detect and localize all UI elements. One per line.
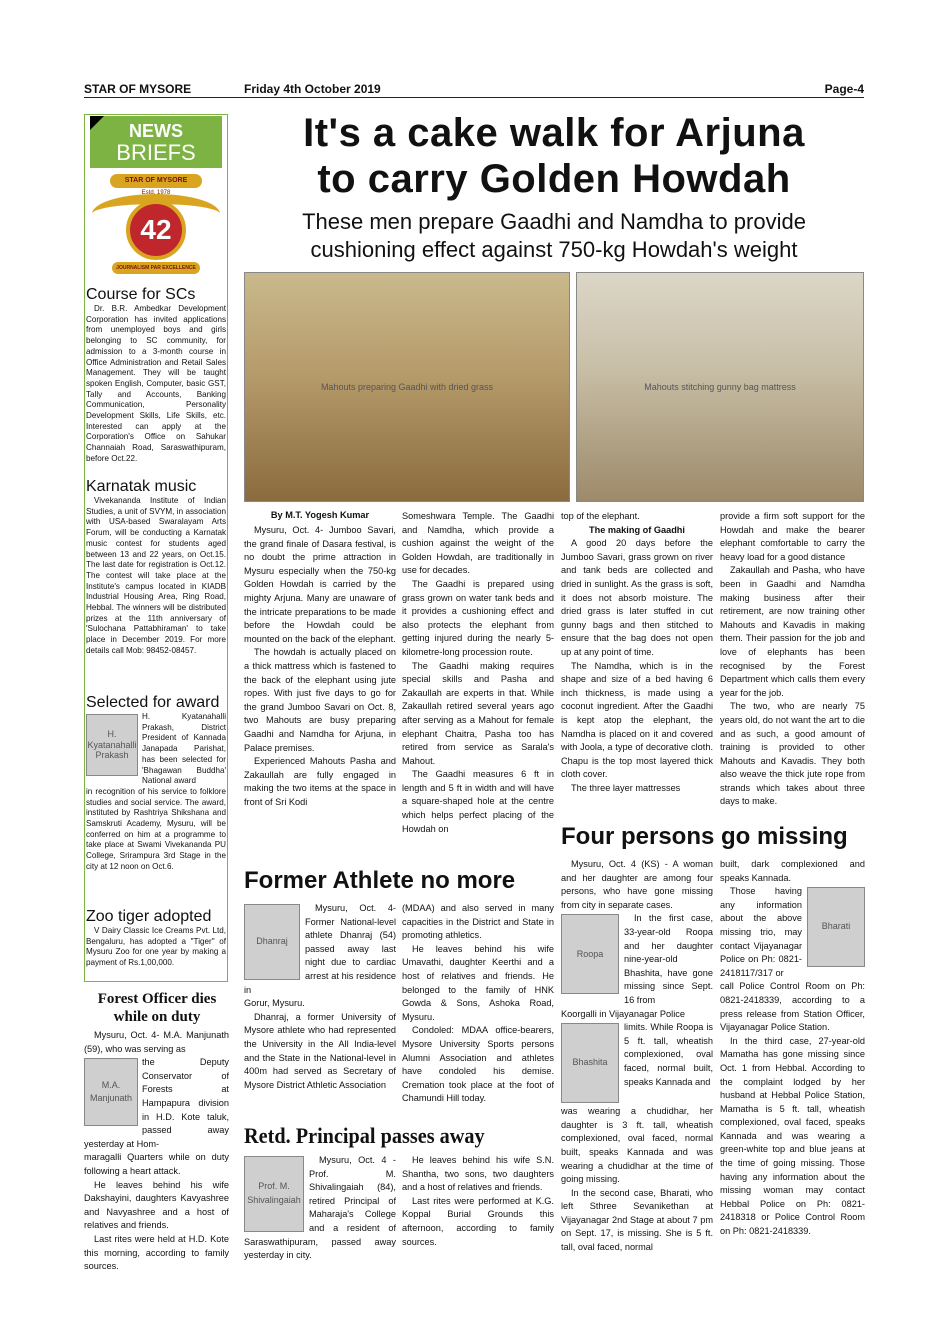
athlete-c2-p3: Condoled: MDAA office-bearers, Mysore University Sports persons Alumni Association and athletes have condoled his demise. Cremation took place at the foot of Chamundi Hill today. (402, 1025, 554, 1104)
principal-c2-p2: Last rites were performed at K.G. Koppal Burial Grounds this afternoon, according to family sources. (402, 1195, 554, 1247)
athlete-c2-p2: He leaves behind his wife Umavathi, daughter Keerthi and a host of relatives and friends. He belonged to the family of HNK Gowda & Sons, Ashoka Road, Mysuru. (402, 943, 554, 1022)
byline: By M.T. Yogesh Kumar (270, 510, 370, 520)
lead-col-4 (720, 510, 865, 820)
lead-c4-p2: Zakaullah and Pasha, who have been in Gaadhi and Namdha making business after their retirement, are now training other Mahouts and Kavadis in making them. Their passion for the job and love of elephants has been recognised by the Forest Department which calls them every year for the job. (720, 565, 865, 698)
bharati-photo: Bharati (807, 887, 865, 967)
lead-c2-p2: The Gaadhi is prepared using grass grown on water tank beds and it provides a cushioning effect and also protects the elephant from getting injured during the nearly 5-kilometre-long procession route. (402, 578, 554, 657)
logo-ribbon-bottom: JOURNALISM PAR EXCELLENCE (112, 262, 200, 274)
brief-karnatak-body: Vivekananda Institute of Indian Studies, a unit of SVYM, in association with USA-based Swaralayam Arts Forum, will be conducting a Karnatak music contest for students aged between 13 and 22 years, on Oct.15. The last date for registration is Oct.12. The contest will take place at the Institute's campus located in KIADB Industrial Housing Area, Ring Road, Hebbal. The winners will be distributed prizes at the 11th anniversary of 'Sulochana Pattabhiraman' to take place in December 2019. For more details call Mob: 98452-08457. (86, 496, 226, 655)
lead-col-1 (244, 524, 396, 860)
paper-name: STAR OF MYSORE (84, 82, 192, 96)
lead-c1-p3: Experienced Mahouts Pasha and Zakaullah are fully engaged in making the two items at the space in front of Sri Kodi (244, 756, 396, 807)
missing-headline: Four persons go missing (561, 823, 848, 850)
logo-ribbon-top: STAR OF MYSORE (110, 174, 202, 188)
forest-title-1: Forest Officer dies (97, 991, 217, 1007)
lead-c3-p2: The Namdha, which is in the shape and size of a bed having 6 inch thickness, is made using a coconut ingredient. After the Gaadhi is kept atop the elephant, the Namdha is placed on it and covered with Joola, a type of decorative cloth. Chapu is the top most layered thick cloth cover. (561, 660, 713, 780)
forest-p2: He leaves behind his wife Dakshayini, daughters Kavyashree and Navyashree and a host of relatives and friends. (84, 1179, 229, 1231)
lead-col-3 (561, 510, 713, 820)
brief-award-side: H. Kyatanahalli Prakash, District President of Kannada Janapada Parishat, has been selected for 'Bhagawan Buddha' National award (142, 712, 226, 786)
brief-zoo-title: Zoo tiger adopted (86, 908, 212, 925)
forest-headline (82, 990, 232, 1026)
lead-c4-p1: provide a firm soft support for the Howdah and make the bearer elephant comfortable to carry the heavy load for a good distance (720, 511, 865, 562)
lead-deck-2: cushioning effect against 750-kg Howdah's weight (310, 237, 798, 262)
lead-c4-p3: The two, who are nearly 75 years old, do not want the art to die and as such, a good amount of training is provided to other Mahouts and Kavadis. They both also weave the thick jute rope from strands which takes about three days to make. (720, 701, 865, 807)
brief-course-title: Course for SCs (86, 286, 196, 303)
forest-title-2: while on duty (113, 1009, 201, 1025)
forest-p1-top: Mysuru, Oct. 4- M.A. Manjunath (59), who was serving as (84, 1030, 229, 1054)
missing-c1-p2: was wearing a chudidhar, her daughter is 3 ft. tall, wheatish complexioned, oval faced, normal built, speaks Kannada and was wearing a chudidhar at the time of going missing. (561, 1106, 713, 1185)
brief-zoo (86, 908, 226, 969)
athlete-col-2 (402, 902, 554, 1116)
anniversary-logo (92, 172, 220, 280)
bhashita-photo: Bhashita (561, 1023, 619, 1103)
athlete-headline: Former Athlete no more (244, 867, 516, 894)
athlete-c2-p1: (MDAA) and also served in many capacities in the District and State in promoting athletics. (402, 903, 554, 941)
brief-karnatak (86, 478, 226, 657)
missing-c1-side2: limits. While Roopa is 5 ft. tall, wheatish complexioned, oval faced, normal built, speaks Kannada and (624, 1022, 713, 1087)
logo-number: 42 (126, 200, 186, 260)
lead-headline-1: It's a cake walk for Arjuna (303, 111, 805, 155)
lead-c2-p3: The Gaadhi making requires special skills and Pasha and Zakaullah are experts in that. While Zakaullah retired several years ago after serving as a Mahout for female elephant Chaitra, Pasha too has retired from service as Sarala's Mahout. (402, 660, 554, 766)
news-briefs-banner (90, 116, 222, 168)
lead-c3-p3: The three layer mattresses (571, 782, 681, 793)
roopa-photo: Roopa (561, 914, 619, 994)
missing-col-2 (720, 858, 865, 1278)
manjunath-photo: M.A. Manjunath (84, 1058, 138, 1126)
forest-p1-rest: maragalli Quarters while on duty following a heart attack. (84, 1152, 229, 1176)
lead-headline (244, 110, 864, 202)
forest-p3: Last rites were held at H.D. Kote this morning, according to family sources. (84, 1233, 229, 1272)
principal-headline: Retd. Principal passes away (244, 1123, 485, 1148)
athlete-col-1 (244, 902, 396, 1116)
principal-col-2 (402, 1154, 554, 1284)
principal-lead: Mysuru, Oct. 4 - Prof. M. Shivalingaiah (84), retired Principal of Maharaja's College and a resident of Saraswathipuram, passed away yesterday in city. (244, 1155, 396, 1261)
corner-flag (90, 116, 104, 130)
athlete-lead: Mysuru, Oct. 4- Former National-level athlete Dhanraj (54) passed away last night due to cardiac arrest at his residence in (244, 903, 396, 995)
lead-col-2 (402, 510, 554, 860)
missing-c2-side: Those having any information about the above missing trio, may contact Vijayanagar Police on Ph: 0821-2418117/317 or (720, 886, 802, 978)
missing-c2-top: built, dark complexioned and speaks Kannada. (720, 859, 865, 883)
page-number: Page-4 (824, 82, 864, 96)
principal-col-1 (244, 1154, 396, 1284)
lead-deck-1: These men prepare Gaadhi and Namdha to provide (302, 209, 806, 234)
dhanraj-photo: Dhanraj (244, 904, 300, 980)
shivalingaiah-photo: Prof. M. Shivalingaiah (244, 1156, 304, 1232)
lead-c3-p1: A good 20 days before the Jumboo Savari, grass grown on river and tank beds are collected and dried in sunlight. As the grass is soft, it does not absorb moisture. The dried grass is later stuffed in cut gunny bags and then stitched to ensure that the bag does not open up at any point of time. (561, 538, 713, 657)
lead-c1-p2: The howdah is actually placed on a thick mattress which is fastened to the back of the elephant using jute ropes. With just five days to go for the grand Jumboo Savari on Oct. 8, two Mahouts are busy preparing Gaadhi and Namdha for Arjuna, in Palace premises. (244, 647, 396, 753)
missing-c2-p3: In the third case, 27-year-old Mamatha has gone missing since Oct. 1 from Hebbal. According to the complaint lodged by her husband at Hebbal Police Station, Mamatha is 5 ft. tall, wheatish complexioned, oval faced, speaks Kannada and was wearing a green-white top and blue jeans at the time of going missing. Those having any information about the missing woman may contact Hebbal Police on Ph: 0821-2418318 or Police Control Room on Ph: 0821-2418339. (720, 1035, 865, 1237)
logo-estd: Estd. 1978 (141, 190, 171, 196)
brief-zoo-body: V Dairy Classic Ice Creams Pvt. Ltd, Bengaluru, has adopted a "Tiger" of Mysuru Zoo for one year by making a payment of Rs.1,00,000. (86, 926, 226, 968)
lead-c1-p1: Mysuru, Oct. 4- Jumboo Savari, the grand finale of Dasara festival, is no doubt the prime attraction in Mysuru especially when the 750-kg Golden Howdah is carried by the mighty Arjuna. Many are unaware of the intricate preparations to be made before the Howdah could be mounted on the back of the elephant. (244, 525, 396, 644)
principal-c2-p1: He leaves behind his wife S.N. Shantha, two sons, two daughters and a host of relatives and friends. (402, 1155, 554, 1193)
lead-c2-p4: The Gaadhi measures 6 ft in length and 5 ft in width and will have a square-shaped hole at the centre which helps perfect placing of the Howdah on (402, 769, 554, 834)
athlete-lead-rest: Gorur, Mysuru. (244, 998, 305, 1009)
briefs-label: BRIEFS (116, 140, 196, 165)
missing-c1-top: Mysuru, Oct. 4 (KS) - A woman and her daughter are among four persons, who have gone missing from city in separate cases. (561, 859, 713, 910)
brief-award (86, 694, 226, 873)
lead-c3-lead: top of the elephant. (561, 511, 640, 521)
missing-c2-p2: call Police Control Room on Ph: 0821-2418339, according to a press release from Station Officer, Vijayanagar Police Station. (720, 981, 865, 1033)
lead-photo-2: Mahouts stitching gunny bag mattress (576, 272, 864, 502)
prakash-photo: H. Kyatanahalli Prakash (86, 714, 138, 776)
lead-subhead: The making of Gaadhi (589, 524, 685, 535)
brief-course-body: Dr. B.R. Ambedkar Development Corporation has invited applications from unemployed boys and girls belonging to SC community, for admission to a 3-month course in Office Administration and Retail Sales Management. They will be taught spoken English, Computer, basic GST, Tally and Accounts, Banking Communication, Personality Development Skills, Life Skills, etc. Interested can apply at the Corporation's Office on Sahukar Channaiah Road, Saraswathipuram, before Oct.22. (86, 304, 226, 463)
news-label: NEWS (129, 121, 183, 141)
missing-c1-p3: In the second case, Bharati, who left Sthree Sevanikethan at Vijayanagar 2nd Stage at about 7 pm on Sept. 17, is missing. She is 5 ft. tall, oval faced, normal (561, 1187, 713, 1253)
lead-c2-p1: Someshwara Temple. The Gaadhi and Namdha, which provide a cushion against the weight of the Golden Howdah, are traditionally in use for decades. (402, 511, 554, 576)
missing-col-1 (561, 858, 713, 1278)
lead-headline-2: to carry Golden Howdah (317, 157, 791, 201)
missing-c1-side: In the first case, 33-year-old Roopa and her daughter nine-year-old Bhashita, have gone missing since Sept. 16 from (624, 913, 713, 1005)
forest-p1-side: the Deputy Conservator of Forests at Hampapura division in H.D. Kote taluk, passed away yesterday at Hom- (84, 1057, 229, 1149)
masthead (84, 82, 864, 98)
brief-award-body: in recognition of his service to folklore studies and social service. The award, instituted by Rashtriya Shikshana and Samskruti Academy, Mysuru, will be conferred on him at a programme to take place at Swami Vivekananda PU College, Srirampura 3rd Stage in the city at 12 noon on Oct.6. (86, 786, 226, 871)
brief-karnatak-title: Karnatak music (86, 478, 197, 495)
lead-photo-1: Mahouts preparing Gaadhi with dried grass (244, 272, 570, 502)
missing-c1-mid: Koorgalli in Vijayanagar Police (561, 1008, 685, 1019)
athlete-p2: Dhanraj, a former University of Mysore athlete who had represented the University in the All India-level and the State in the National-level in 400m had served as Secretary of Mysore District Athletic Association (244, 1011, 396, 1090)
forest-story (84, 1029, 229, 1274)
lead-deck (244, 208, 864, 264)
issue-date: Friday 4th October 2019 (244, 82, 381, 96)
brief-course (86, 286, 226, 465)
brief-award-title: Selected for award (86, 694, 220, 711)
